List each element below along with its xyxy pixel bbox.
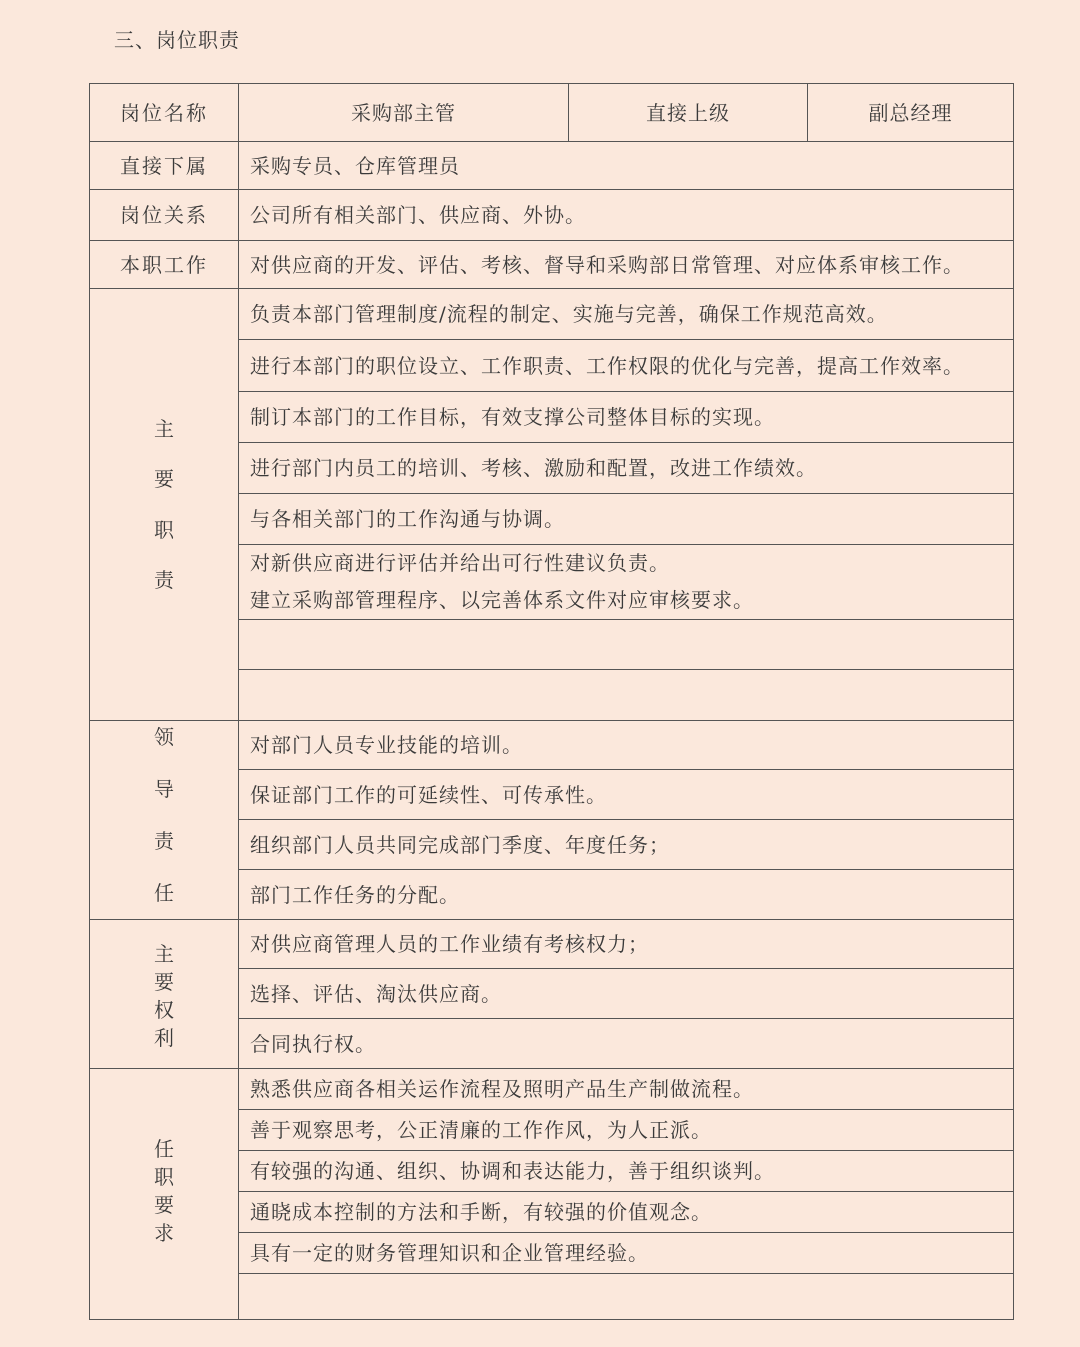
rights-label-char: 主: [154, 942, 174, 966]
qualification-row: [90, 1069, 1014, 1110]
leadership-item: 部门工作任务的分配。: [239, 870, 1014, 920]
rights-item: 合同执行权。: [239, 1019, 1014, 1069]
main-duty-line: 建立采购部管理程序、以完善体系文件对应审核要求。: [250, 588, 754, 612]
leadership-item: 组织部门人员共同完成部门季度、年度任务；: [239, 820, 1014, 870]
subordinates-row: [90, 142, 1014, 190]
leadership-label: [90, 721, 239, 920]
rights-row: [90, 920, 1014, 969]
main-duties-label-char: 要: [154, 467, 174, 492]
qualifications-label-char: 任: [154, 1137, 174, 1161]
rights-label-char: 要: [154, 970, 174, 994]
subordinates-label: 直接下属: [90, 142, 239, 190]
main-duty-line: 对新供应商进行评估并给出可行性建议负责。: [250, 551, 670, 575]
direct-superior-label: 直接上级: [569, 84, 808, 142]
relations-value: 公司所有相关部门、供应商、外协。: [239, 190, 1014, 241]
main-duty-multi-item: [239, 545, 1014, 620]
main-duty-item: 负责本部门管理制度/流程的制定、实施与完善，确保工作规范高效。: [239, 289, 1014, 340]
main-duties-label-char: 职: [154, 517, 174, 542]
main-duties-label-char: 责: [154, 568, 174, 593]
leadership-item: 保证部门工作的可延续性、可传承性。: [239, 770, 1014, 820]
position-name-label: 岗位名称: [90, 84, 239, 142]
main-duties-label: [90, 289, 239, 721]
rights-label-char: 权: [154, 998, 174, 1022]
qualification-item: 熟悉供应商各相关运作流程及照明产品生产制做流程。: [239, 1069, 1014, 1110]
main-duty-item: 进行本部门的职位设立、工作职责、工作权限的优化与完善，提高工作效率。: [239, 340, 1014, 392]
direct-superior-value: 副总经理: [808, 84, 1014, 142]
empty-cell: [239, 1274, 1014, 1320]
main-duties-label-char: 主: [154, 416, 174, 441]
section-heading: 三、岗位职责: [114, 28, 240, 52]
qualifications-label: [90, 1069, 239, 1320]
core-work-label: 本职工作: [90, 241, 239, 289]
position-name-value: 采购部主管: [239, 84, 569, 142]
leadership-label-char: 任: [154, 881, 174, 905]
leadership-label-char: 领: [154, 725, 174, 749]
job-duty-table: [89, 83, 1014, 1320]
leadership-row: [90, 721, 1014, 770]
core-work-value: 对供应商的开发、评估、考核、督导和采购部日常管理、对应体系审核工作。: [239, 241, 1014, 289]
main-duty-item: 进行部门内员工的培训、考核、激励和配置，改进工作绩效。: [239, 443, 1014, 494]
rights-item: 对供应商管理人员的工作业绩有考核权力；: [239, 920, 1014, 969]
relations-label: 岗位关系: [90, 190, 239, 241]
qualifications-label-char: 要: [154, 1193, 174, 1217]
qualifications-label-char: 求: [154, 1221, 174, 1245]
empty-cell: [239, 620, 1014, 670]
subordinates-value: 采购专员、仓库管理员: [239, 142, 1014, 190]
header-row: [90, 84, 1014, 142]
qualification-item: 有较强的沟通、组织、协调和表达能力，善于组织谈判。: [239, 1151, 1014, 1192]
qualification-item: 善于观察思考，公正清廉的工作作风，为人正派。: [239, 1110, 1014, 1151]
leadership-label-char: 导: [154, 777, 174, 801]
main-duty-item: 与各相关部门的工作沟通与协调。: [239, 494, 1014, 545]
rights-item: 选择、评估、淘汰供应商。: [239, 969, 1014, 1019]
qualification-item: 通晓成本控制的方法和手断，有较强的价值观念。: [239, 1192, 1014, 1233]
main-duty-row: [90, 289, 1014, 340]
qualifications-label-char: 职: [154, 1165, 174, 1189]
qualification-item: 具有一定的财务管理知识和企业管理经验。: [239, 1233, 1014, 1274]
empty-cell: [239, 670, 1014, 721]
main-duty-item: 制订本部门的工作目标，有效支撑公司整体目标的实现。: [239, 392, 1014, 443]
relations-row: [90, 190, 1014, 241]
rights-label: [90, 920, 239, 1069]
core-work-row: [90, 241, 1014, 289]
rights-label-char: 利: [154, 1026, 174, 1050]
leadership-item: 对部门人员专业技能的培训。: [239, 721, 1014, 770]
leadership-label-char: 责: [154, 829, 174, 853]
